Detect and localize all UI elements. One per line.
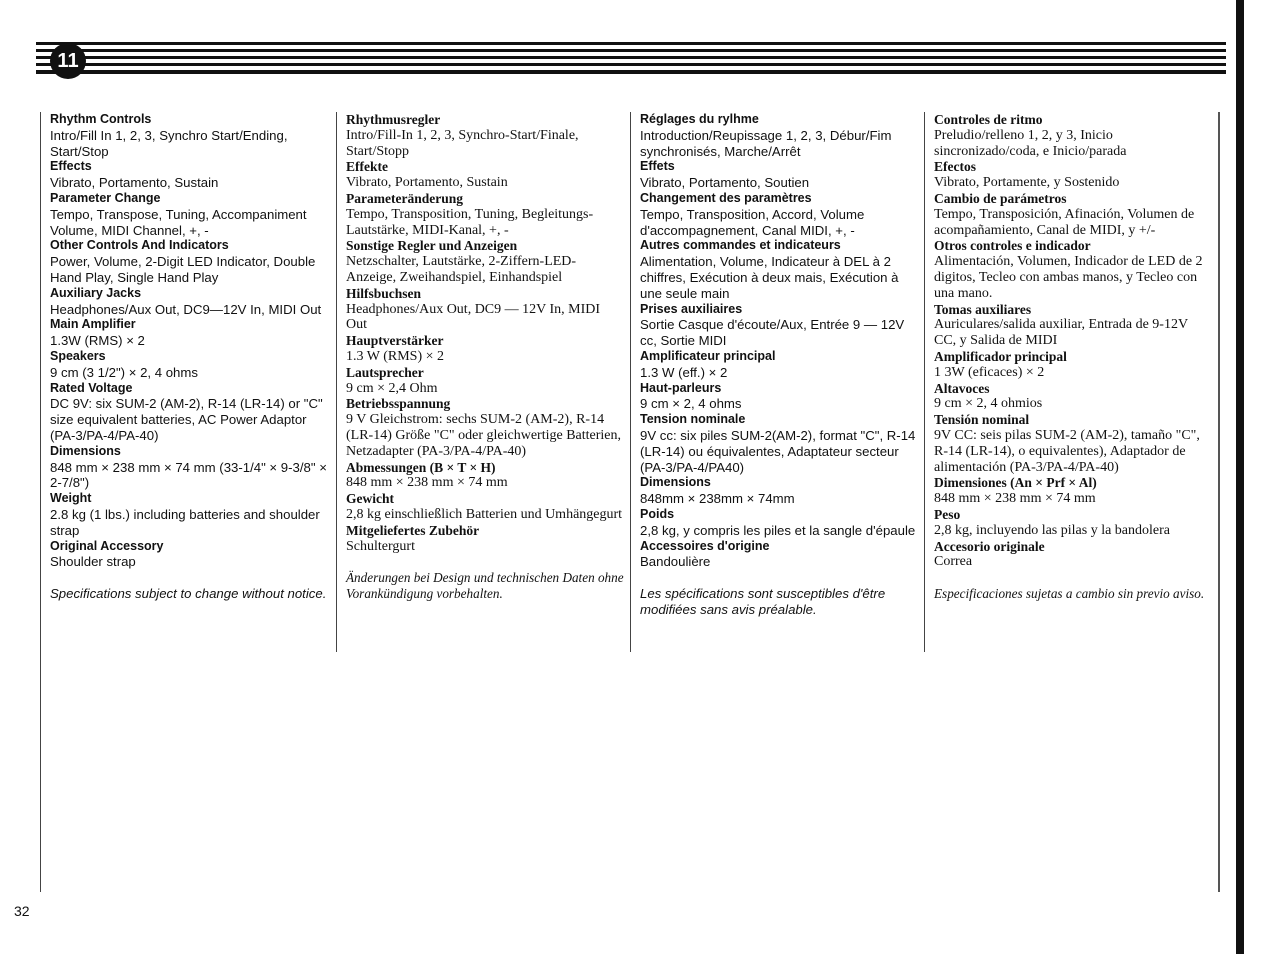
spec-value: 9 V Gleichstrom: sechs SUM-2 (AM-2), R-14 (LR-14) Größe "C" oder gleichwertige Batterien, Netzadapter (PA-3/PA-4/PA-40)	[346, 412, 622, 459]
spec-value: 9V CC: seis pilas SUM-2 (AM-2), tamaño "C", R-14 (LR-14), o equivalentes), Adaptador de alimentación (PA-3/PA-4/PA-40)	[934, 427, 1200, 475]
section-number-badge: 11	[50, 43, 86, 79]
spec-heading: Parameter Change	[50, 190, 161, 205]
spec-heading: Amplificateur principal	[640, 348, 776, 363]
spec-value: 848mm × 238mm × 74mm	[640, 491, 795, 507]
spec-value: Intro/Fill In 1, 2, 3, Synchro Start/Ending, Start/Stop	[50, 127, 288, 159]
spec-heading: Altavoces	[934, 380, 990, 396]
spec-value: Alimentación, Volumen, Indicador de LED de 2 digitos, Tecleo con ambas manos, y Tecleo con una mano.	[934, 254, 1203, 301]
spec-heading: Dimensions	[50, 443, 121, 458]
right-edge-bar	[1236, 0, 1244, 954]
spec-value: Auriculares/salida auxiliar, Entrada de 9-12V CC, y Salida de MIDI	[934, 317, 1188, 349]
spec-value: 9V cc: six piles SUM-2(AM-2), format "C", R-14 (LR-14) ou équivalentes, Adaptateur secteur (PA-3/PA-4/PA40)	[640, 427, 916, 475]
column-rule	[630, 112, 631, 652]
spec-value: DC 9V: six SUM-2 (AM-2), R-14 (LR-14) or "C" size equivalent batteries, AC Power Adaptor (PA-3/PA-4/PA-40)	[50, 396, 323, 443]
spec-heading: Controles de ritmo	[934, 112, 1043, 127]
spec-heading: Peso	[934, 506, 961, 522]
spec-disclaimer: Änderungen bei Design und technischen Daten ohne Vorankündigung vorbehalten.	[346, 570, 624, 602]
spec-heading: Lautsprecher	[346, 364, 424, 380]
spec-column-french	[640, 112, 916, 618]
spec-column-spanish	[934, 112, 1210, 602]
spec-value: Intro/Fill-In 1, 2, 3, Synchro-Start/Finale, Start/Stopp	[346, 127, 579, 159]
spec-heading: Prises auxiliaires	[640, 301, 743, 316]
spec-value: Sortie Casque d'écoute/Aux, Entrée 9 — 12V cc, Sortie MIDI	[640, 317, 905, 349]
spec-heading: Rhythm Controls	[50, 112, 152, 126]
spec-heading: Dimensiones (An × Prf × Al)	[934, 475, 1097, 491]
spec-heading: Otros controles e indicador	[934, 238, 1091, 254]
spec-heading: Tomas auxiliares	[934, 301, 1032, 317]
spec-value: Headphones/Aux Out, DC9 — 12V In, MIDI Out	[346, 301, 601, 333]
spec-heading: Accesorio originale	[934, 538, 1045, 554]
spec-value: Correa	[934, 554, 973, 570]
spec-heading: Changement des paramètres	[640, 190, 812, 205]
spec-heading: Effets	[640, 159, 675, 174]
spec-heading: Parameteränderung	[346, 190, 463, 206]
spec-heading: Réglages du rylhme	[640, 112, 759, 126]
spec-value: Alimentation, Volume, Indicateur à DEL à 2 chiffres, Exécution à deux mais, Exécution à une seule main	[640, 254, 899, 301]
spec-heading: Amplificador principal	[934, 348, 1067, 364]
spec-heading: Betriebsspannung	[346, 396, 451, 412]
spec-heading: Haut-parleurs	[640, 380, 722, 395]
spec-value: Tempo, Transposición, Afinación, Volumen de acompañamiento, Canal de MIDI, y +/-	[934, 206, 1195, 238]
spec-value: Tempo, Transposition, Tuning, Begleitungs-Lautstärke, MIDI-Kanal, +, -	[346, 206, 594, 238]
spec-value: 848 mm × 238 mm × 74 mm (33-1/4" × 9-3/8" × 2-7/8")	[50, 459, 327, 491]
spec-heading: Dimensions	[640, 475, 711, 490]
spec-heading: Abmessungen (B × T × H)	[346, 459, 496, 475]
spec-value: 2.8 kg (1 lbs.) including batteries and shoulder strap	[50, 506, 320, 538]
spec-heading: Main Amplifier	[50, 317, 136, 332]
spec-heading: Effekte	[346, 159, 388, 175]
spec-value: 848 mm × 238 mm × 74 mm	[934, 491, 1096, 507]
spec-value: 1 3W (eficaces) × 2	[934, 364, 1045, 380]
column-rule	[40, 112, 41, 892]
spec-value: 2,8 kg einschließlich Batterien und Umhängegurt	[346, 506, 623, 522]
spec-heading: Weight	[50, 491, 92, 506]
spec-value: Power, Volume, 2-Digit LED Indicator, Double Hand Play, Single Hand Play	[50, 254, 316, 285]
spec-heading: Hauptverstärker	[346, 333, 444, 349]
spec-value: 1.3W (RMS) × 2	[50, 333, 145, 349]
spec-value: 2,8 kg, y compris les piles et la sangle d'épaule	[640, 522, 916, 538]
page-number: 32	[14, 903, 30, 919]
spec-heading: Original Accessory	[50, 538, 164, 553]
spec-value: Netzschalter, Lautstärke, 2-Ziffern-LED-Anzeige, Zweihandspiel, Einhandspiel	[346, 254, 577, 285]
spec-heading: Rhythmusregler	[346, 112, 441, 127]
spec-value: Vibrato, Portamente, y Sostenido	[934, 175, 1120, 191]
column-rule	[336, 112, 337, 652]
spec-disclaimer: Especificaciones sujetas a cambio sin previo aviso.	[934, 586, 1205, 602]
spec-value: 9 cm × 2, 4 ohms	[640, 396, 742, 412]
spec-value: Schultergurt	[346, 538, 415, 554]
spec-heading: Tensión nominal	[934, 412, 1030, 428]
spec-value: Vibrato, Portamento, Sustain	[346, 175, 508, 191]
spec-value: 2,8 kg, incluyendo las pilas y la bandolera	[934, 522, 1170, 538]
spec-heading: Effects	[50, 159, 92, 174]
spec-column-english	[50, 112, 330, 602]
spec-value: Vibrato, Portamento, Soutien	[640, 175, 810, 191]
spec-value: Headphones/Aux Out, DC9—12V In, MIDI Out	[50, 301, 322, 317]
spec-disclaimer: Specifications subject to change without notice.	[50, 586, 327, 602]
spec-column-german	[346, 112, 624, 602]
column-rule	[924, 112, 925, 652]
spec-heading: Rated Voltage	[50, 380, 133, 395]
spec-heading: Autres commandes et indicateurs	[640, 238, 841, 253]
spec-value: 1.3 W (eff.) × 2	[640, 364, 728, 380]
spec-heading: Sonstige Regler und Anzeigen	[346, 238, 518, 254]
spec-value: Tempo, Transposition, Accord, Volume d'accompagnement, Canal MIDI, +, -	[640, 206, 865, 238]
spec-value: Shoulder strap	[50, 554, 136, 570]
spec-heading: Auxiliary Jacks	[50, 285, 142, 300]
spec-value: Vibrato, Portamento, Sustain	[50, 175, 219, 191]
spec-value: 1.3 W (RMS) × 2	[346, 348, 444, 364]
spec-heading: Other Controls And Indicators	[50, 238, 229, 253]
spec-heading: Mitgeliefertes Zubehör	[346, 522, 480, 538]
spec-heading: Efectos	[934, 159, 976, 175]
spec-value: 9 cm × 2,4 Ohm	[346, 380, 438, 396]
spec-heading: Gewicht	[346, 491, 394, 507]
spec-value: 9 cm × 2, 4 ohmios	[934, 396, 1043, 412]
header-bars	[36, 42, 1226, 78]
spec-value: 848 mm × 238 mm × 74 mm	[346, 475, 508, 491]
spec-heading: Hilfsbuchsen	[346, 285, 422, 301]
spec-heading: Accessoires d'origine	[640, 538, 770, 553]
spec-heading: Poids	[640, 506, 675, 521]
spec-value: Introduction/Reupissage 1, 2, 3, Débur/Fim synchronisés, Marche/Arrêt	[640, 127, 892, 159]
spec-value: 9 cm (3 1/2") × 2, 4 ohms	[50, 364, 198, 380]
spec-value: Bandoulière	[640, 554, 711, 570]
spec-disclaimer: Les spécifications sont susceptibles d'être modifiées sans avis préalable.	[640, 586, 886, 617]
spec-value: Preludio/relleno 1, 2, y 3, Inicio sincronizado/coda, e Inicio/parada	[934, 127, 1127, 159]
spec-heading: Tension nominale	[640, 412, 746, 427]
spec-value: Tempo, Transpose, Tuning, Accompaniment Volume, MIDI Channel, +, -	[50, 206, 307, 238]
right-edge-rule	[1218, 112, 1220, 892]
spec-heading: Cambio de parámetros	[934, 190, 1067, 206]
spec-heading: Speakers	[50, 348, 106, 363]
